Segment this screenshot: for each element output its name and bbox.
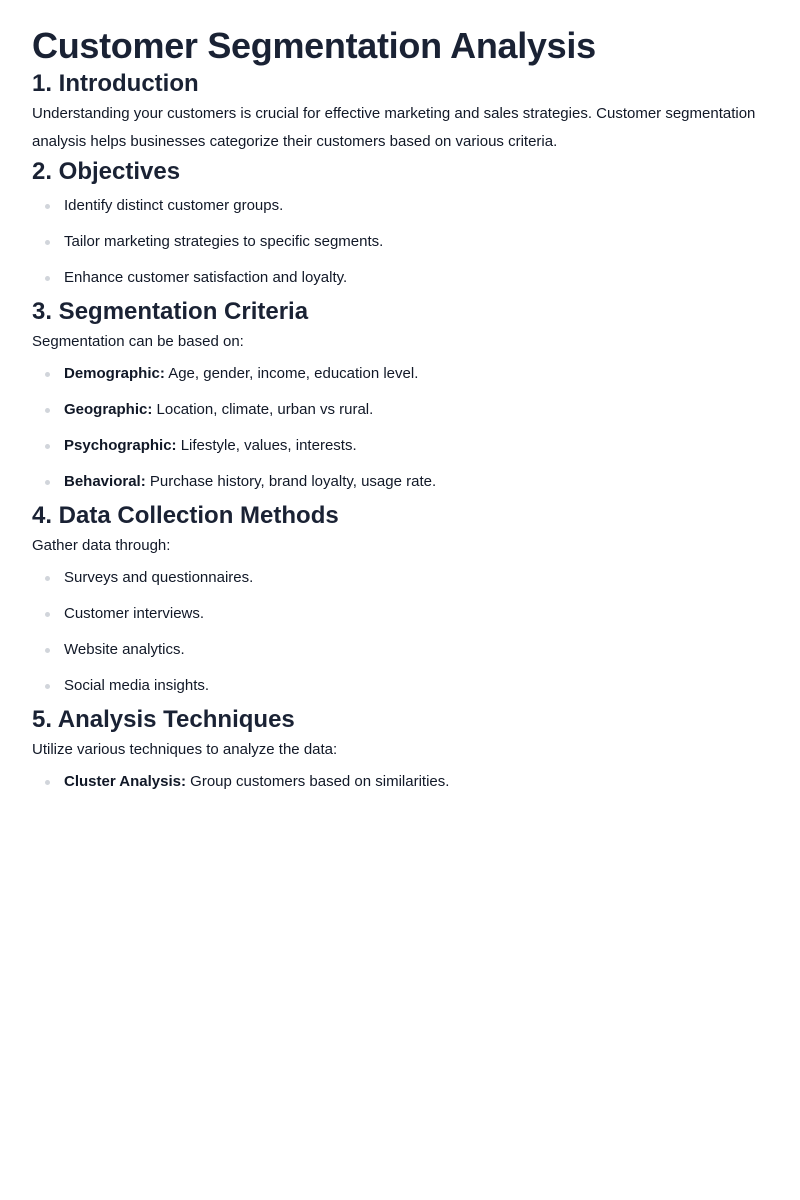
bullet-icon [45, 204, 50, 209]
list-item-label: Demographic: [64, 365, 165, 382]
list-item-text: Customer interviews. [64, 605, 205, 622]
list-item [32, 188, 768, 224]
bullet-icon [45, 648, 50, 653]
list-item-text: Group customers based on similarities. [190, 773, 450, 790]
list-item-text: Surveys and questionnaires. [64, 569, 254, 586]
list-item [32, 224, 768, 260]
analysis-intro-text: Utilize various techniques to analyze the data: [32, 741, 338, 758]
bullet-icon [45, 684, 50, 689]
list-item [32, 260, 768, 296]
list-item-text: Website analytics. [64, 641, 185, 658]
bullet-icon [45, 408, 50, 413]
list-item [32, 596, 768, 632]
list-item [32, 428, 768, 464]
list-item [32, 464, 768, 500]
bullet-icon [45, 372, 50, 377]
bullet-icon [45, 780, 50, 785]
bullet-icon [45, 444, 50, 449]
objectives-list [32, 188, 768, 296]
list-item-text: Location, climate, urban vs rural. [156, 401, 374, 418]
bullet-icon [45, 480, 50, 485]
bullet-icon [45, 576, 50, 581]
bullet-icon [45, 240, 50, 245]
list-item [32, 632, 768, 668]
criteria-intro-text: Segmentation can be based on: [32, 333, 244, 350]
list-item [32, 392, 768, 428]
section-heading-introduction: 1. Introduction [32, 70, 199, 97]
list-item [32, 356, 768, 392]
list-item-text: Social media insights. [64, 677, 210, 694]
section-heading-segmentation-criteria: 3. Segmentation Criteria [32, 298, 309, 325]
introduction-paragraph: Understanding your customers is crucial for effective marketing and sales strategies. Customer segmentation analysis helps businesses categorize their customers based on various criteria. [32, 105, 756, 150]
section-heading-analysis-techniques: 5. Analysis Techniques [32, 706, 295, 733]
list-item [32, 668, 768, 704]
bullet-icon [45, 276, 50, 281]
list-item-label: Geographic: [64, 401, 153, 418]
analysis-list [32, 764, 768, 800]
list-item-text: Lifestyle, values, interests. [180, 437, 357, 454]
section-heading-objectives: 2. Objectives [32, 158, 181, 185]
bullet-icon [45, 612, 50, 617]
page-title: Customer Segmentation Analysis [32, 25, 596, 66]
list-item-text: Identify distinct customer groups. [64, 197, 284, 214]
data-collection-list [32, 560, 768, 704]
list-item [32, 560, 768, 596]
list-item-text: Tailor marketing strategies to specific segments. [64, 233, 384, 250]
list-item-label: Psychographic: [64, 437, 177, 454]
list-item-text: Enhance customer satisfaction and loyalty. [64, 269, 348, 286]
section-heading-data-collection: 4. Data Collection Methods [32, 502, 339, 529]
list-item-text: Purchase history, brand loyalty, usage rate. [149, 473, 437, 490]
list-item-text: Age, gender, income, education level. [168, 365, 419, 382]
data-collection-intro-text: Gather data through: [32, 537, 171, 554]
criteria-list [32, 356, 768, 500]
list-item-label: Cluster Analysis: [64, 773, 186, 790]
list-item [32, 764, 768, 800]
list-item-label: Behavioral: [64, 473, 146, 490]
